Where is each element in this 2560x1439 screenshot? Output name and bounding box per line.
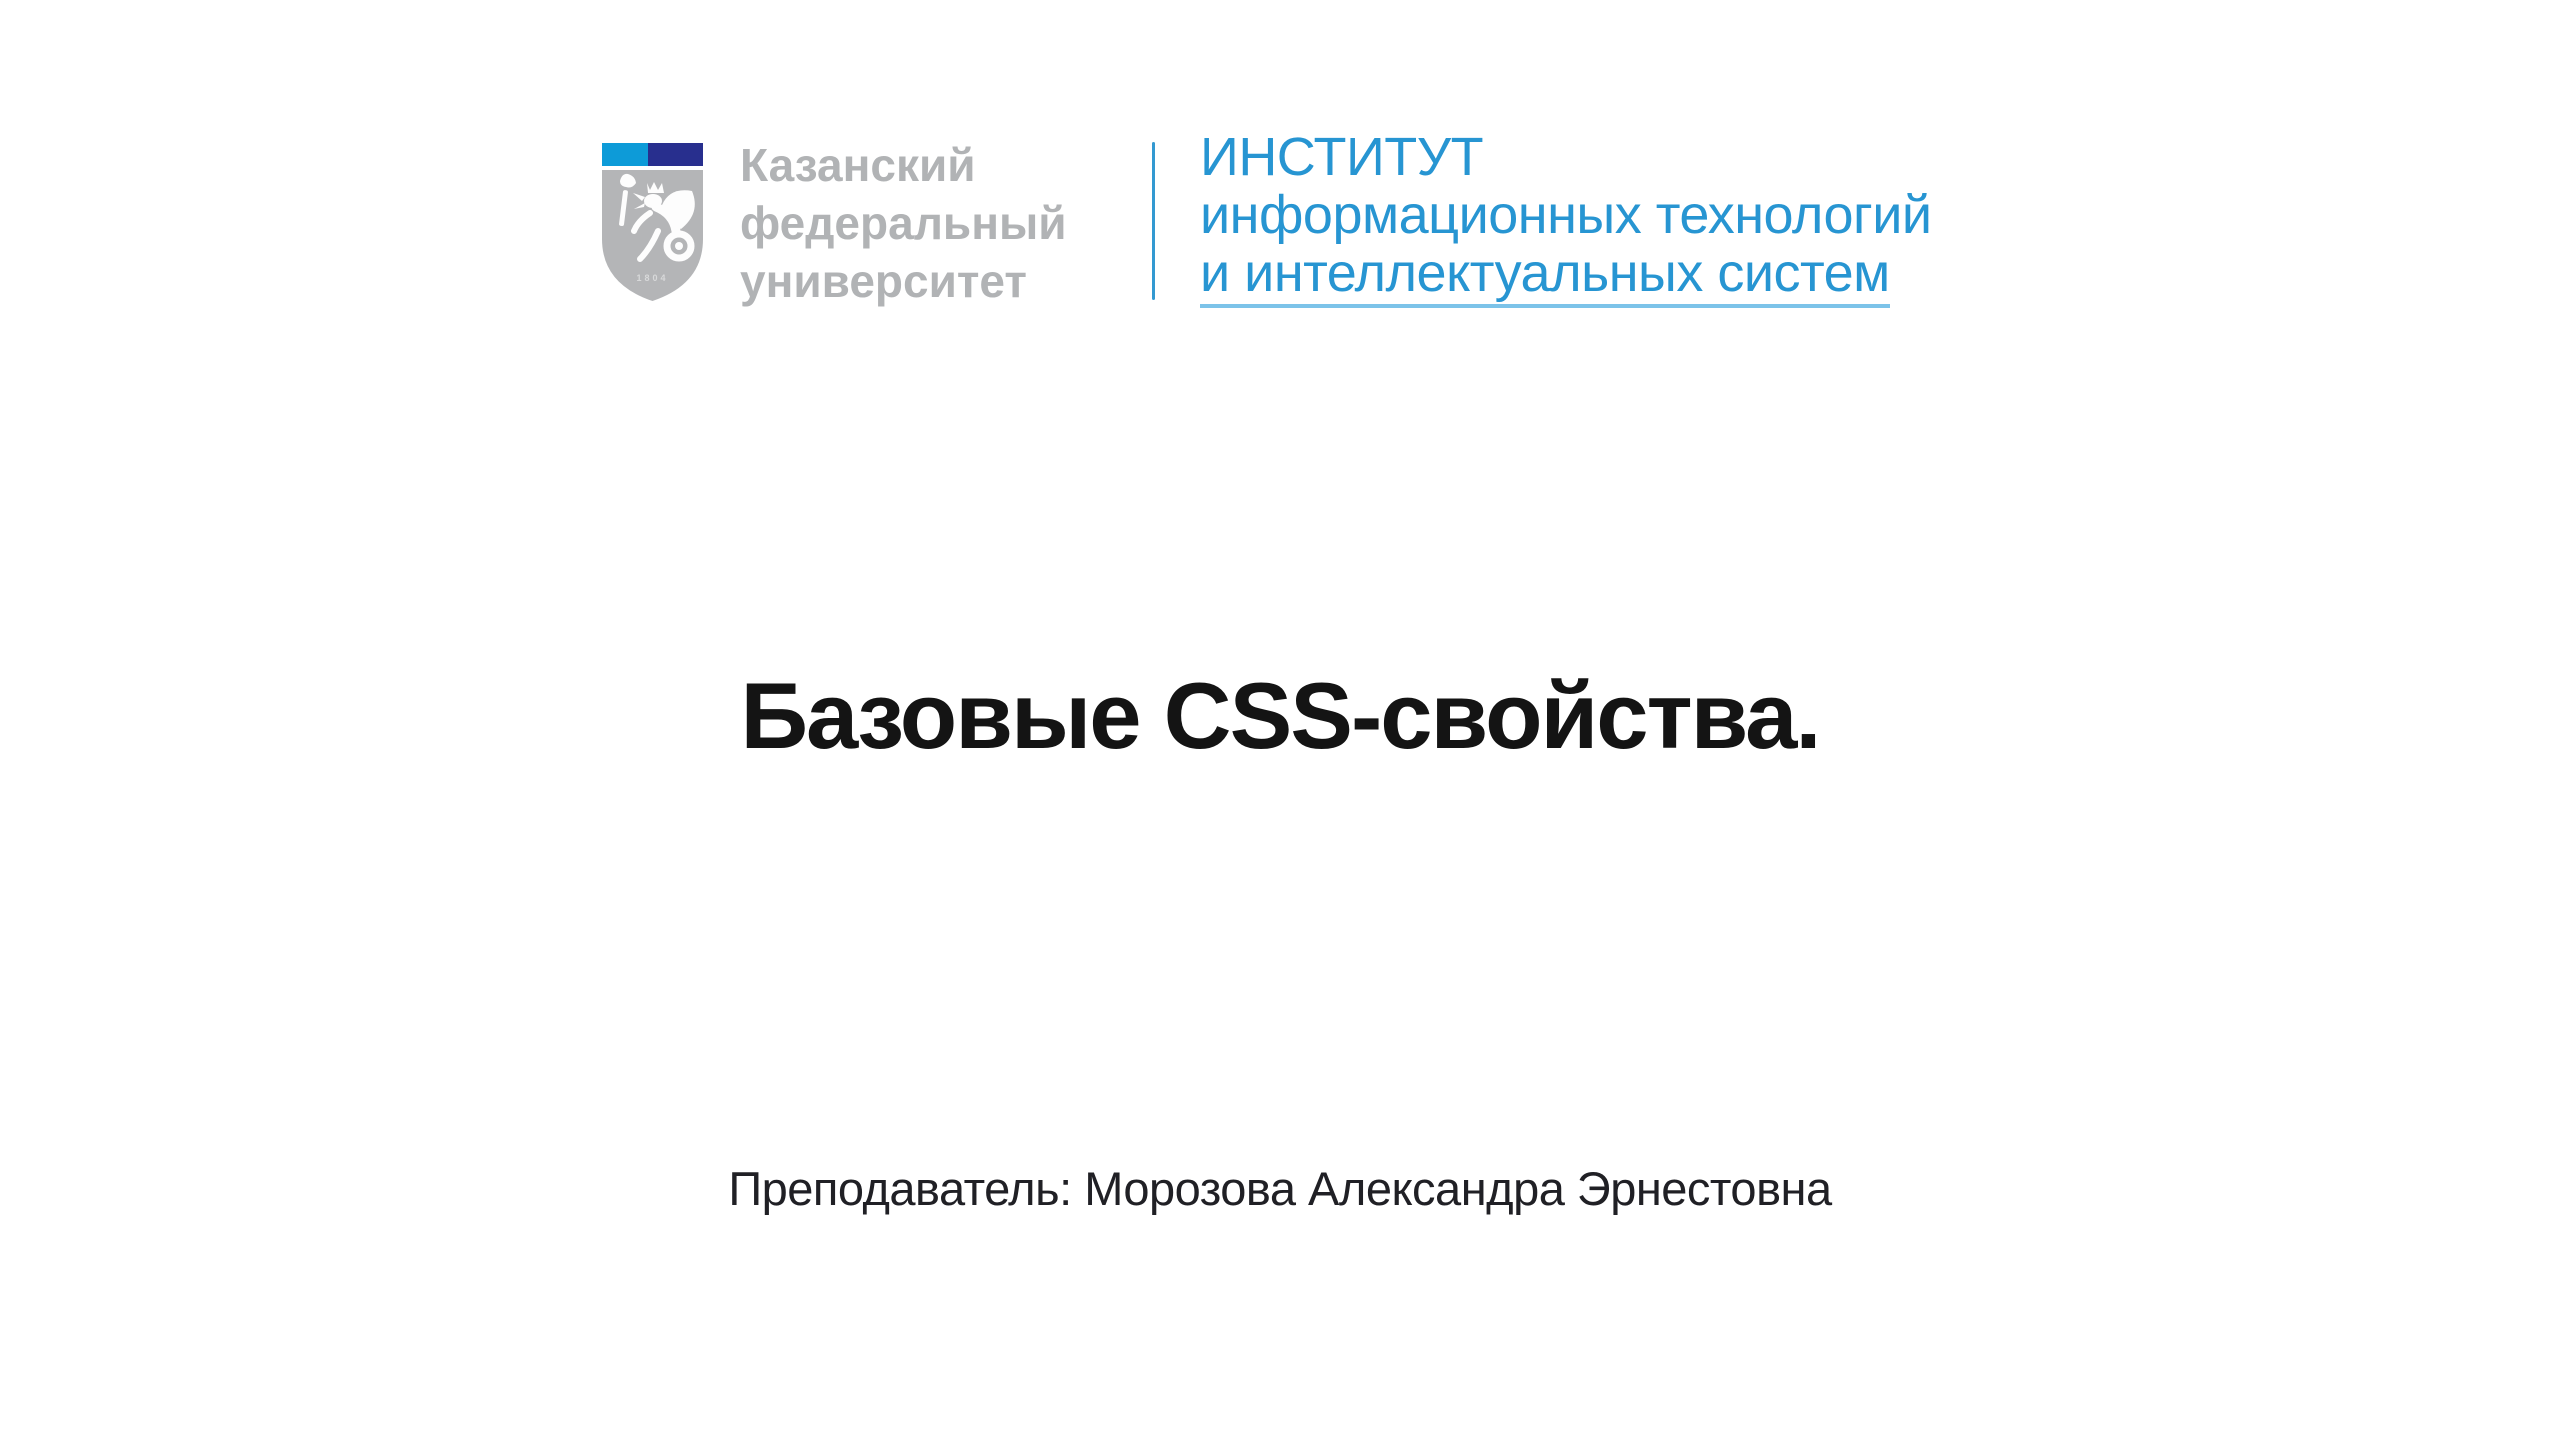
university-name-line: университет (740, 255, 1027, 307)
university-name-line: Казанский (740, 139, 976, 191)
shield-band-light (602, 143, 648, 166)
institute-name-line: ИНСТИТУТ (1200, 127, 1484, 187)
slide-title: Базовые CSS-свойства. (740, 663, 1820, 768)
institute-name-line (1200, 244, 1932, 308)
teacher-line: Преподаватель: Морозова Александра Эрнестовна (728, 1162, 1832, 1215)
institute-name-line-underlined: и интеллектуальных систем (1200, 244, 1890, 308)
shield-band-dark (648, 143, 703, 166)
institute-name-line: информационных технологий (1200, 185, 1932, 245)
kfu-shield-icon (602, 143, 703, 303)
university-name-line: федеральный (740, 197, 1067, 249)
university-name (740, 136, 1067, 310)
institute-name (1200, 128, 1932, 308)
logo-divider (1152, 142, 1155, 300)
founded-year: 1804 (636, 273, 669, 283)
